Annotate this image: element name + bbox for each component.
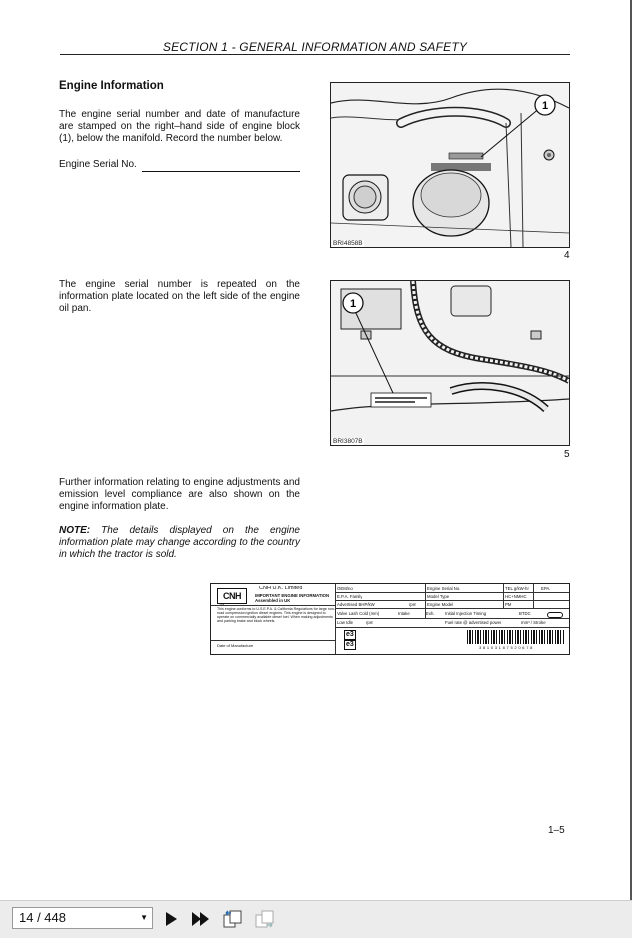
paragraph-further-info: Further information relating to engine adjustments and emission level compliance are also shown on the engine information plate. (59, 477, 300, 512)
plate-oem: OEM/no (337, 586, 353, 591)
section-header: SECTION 1 - GENERAL INFORMATION AND SAFETY (162, 40, 468, 54)
previous-view-icon (222, 909, 244, 929)
next-page-icon (164, 911, 178, 927)
page-number: 1–5 (548, 825, 565, 836)
plate-rpm-2: rpm (366, 620, 374, 625)
plate-epa: EPA. (541, 586, 551, 591)
next-view-icon (254, 909, 276, 929)
plate-rpm-1: rpm (409, 602, 417, 607)
plate-engine-serial: Engine Serial No. (427, 586, 461, 591)
figure4-code: BRI4858B (333, 240, 363, 247)
plate-conformity: This engine conforms to U.S.E.P.A. & California Regulations for large non-road compression ignition diesel engines. This engine is designed to operate on commercially available diesel fuel. When making adjustments and parking brake and block wheels. (217, 607, 336, 623)
plate-tel: TEL g/kW-hr (505, 586, 529, 591)
plate-e3-mark-2: e3 (346, 641, 354, 648)
engine-block-illustration (331, 83, 569, 247)
chevron-down-icon[interactable]: ▼ (140, 913, 148, 922)
plate-injection: Initial Injection Timing (445, 611, 487, 616)
plate-engine-model: Engine Model (427, 602, 454, 607)
plate-valve-lash: Valve Lash Cold (mm) (337, 611, 380, 616)
next-view-button[interactable] (254, 908, 276, 930)
plate-hc: HC+NMHC (505, 594, 527, 599)
engine-info-plate (210, 583, 570, 655)
figure-oil-pan (330, 280, 570, 446)
plate-btdc: BTDC (519, 611, 531, 616)
plate-epa-family: E.P.A. Family (337, 594, 363, 599)
last-page-button[interactable] (190, 908, 212, 930)
figure5-callout: 1 (349, 298, 357, 310)
plate-intake: Intake (398, 611, 410, 616)
cnh-logo: CNH (217, 588, 247, 604)
note-text: The details displayed on the engine information plate may change according to the country in which the tractor is sold. (59, 525, 300, 560)
plate-pm: PM (505, 602, 512, 607)
plate-assembled: Assembled in UK (255, 598, 291, 603)
last-page-icon (191, 911, 211, 927)
paragraph-serial-location: The engine serial number and date of manufacture are stamped on the right–hand side of engine block (1), below the manifold. Record the number below. (59, 109, 300, 144)
next-page-button[interactable] (160, 908, 182, 930)
page-indicator: 14 / 448 (19, 910, 66, 925)
note-paragraph (59, 525, 300, 561)
plate-e3-mark-1: e3 (346, 631, 354, 638)
figure-engine-block (330, 82, 570, 248)
serial-write-line (142, 171, 300, 172)
figure4-number: 4 (564, 250, 570, 261)
plate-model-type: Model Type (427, 594, 450, 599)
figure4-callout: 1 (541, 100, 549, 112)
plate-barcode (467, 630, 565, 644)
serial-label: Engine Serial No. (59, 159, 137, 170)
figure5-number: 5 (564, 449, 570, 460)
oil-pan-illustration (331, 281, 569, 445)
previous-view-button[interactable] (222, 908, 244, 930)
plate-exh: Exh. (426, 611, 435, 616)
plate-barcode-number: 3 8 1 0 3 1 8 7 5 2 0 6 7 8 (479, 645, 533, 650)
engine-info-heading: Engine Information (59, 80, 164, 92)
plate-company: CNH U.K. Limited (259, 586, 303, 591)
figure5-code: BRI3807B (333, 438, 363, 445)
paragraph-plate-location: The engine serial number is repeated on the information plate located on the left side of the engine oil pan. (59, 279, 300, 314)
plate-low-idle: Low Idle (337, 620, 354, 625)
note-label: NOTE: (59, 525, 91, 536)
plate-advertised: Advertised BHP/kW (337, 602, 375, 607)
plate-subtitle: IMPORTANT ENGINE INFORMATION (255, 593, 330, 598)
page-selector[interactable] (12, 907, 153, 929)
plate-date-label: Date of Manufacture (217, 643, 254, 648)
plate-stroke: mm³ / Stroke (521, 620, 546, 625)
header-rule (60, 54, 570, 55)
plate-fuel-rate: Fuel rate @ advertised power (445, 620, 502, 625)
